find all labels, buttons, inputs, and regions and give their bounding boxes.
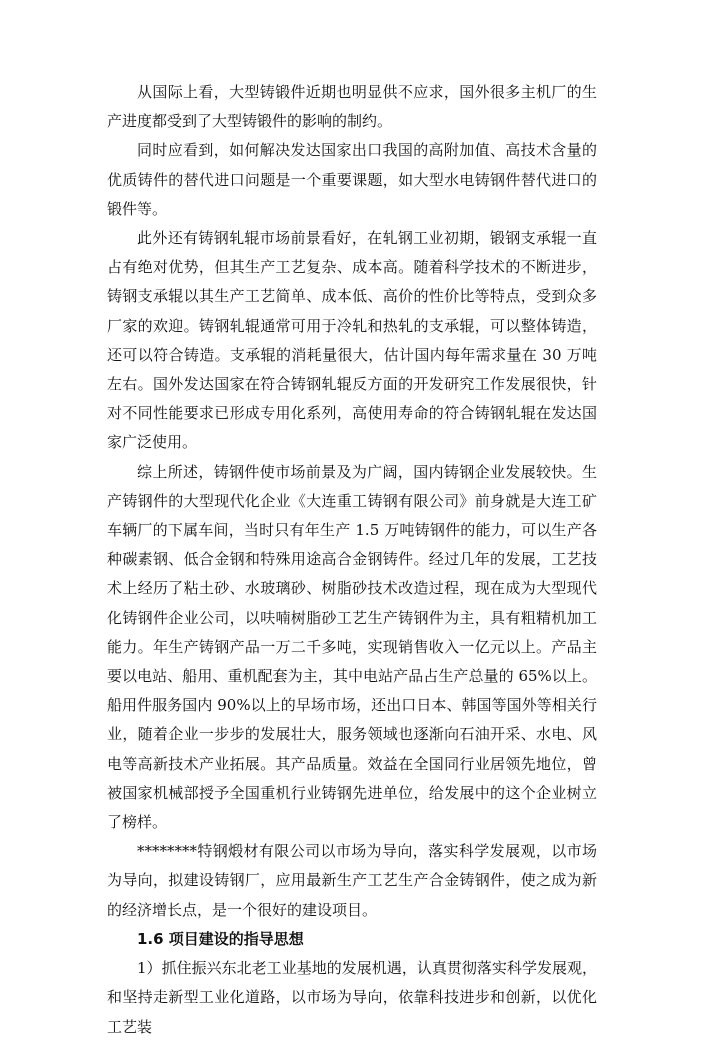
document-page	[107, 78, 597, 1042]
paragraph-project-proposal: ********特钢煅材有限公司以市场为导向，落实科学发展观，以市场为导向，拟建设铸钢厂，应用最新生产工艺生产合金铸钢件，使之成为新的经济增长点，是一个很好的建设项目。	[107, 842, 597, 919]
paragraph-steel-rolls-market: 此外还有铸钢轧辊市场前景看好，在轧钢工业初期，锻钢支承辊一直占有绝对优势，但其生产工艺复杂、成本高。随着科学技术的不断进步，铸钢支承辊以其生产工艺简单、成本低、高价的性价比等特点，受到众多厂家的欢迎。铸钢轧辊通常可用于冷轧和热轧的支承辊，可以整体铸造，还可以符合铸造。支承辊的消耗量很大，估计国内每年需求量在 30 万吨左右。国外发达国家在符合铸钢轧辊反方面的开发研究工作发展很快，针对不同性能要求已形成专用化系列，高使用寿命的符合铸钢轧辊在发达国家广泛使用。	[107, 229, 597, 452]
paragraph-import-substitution: 同时应看到，如何解决发达国家出口我国的高附加值、高技术含量的优质铸件的替代进口问题是一个重要课题，如大型水电铸钢件替代进口的锻件等。	[107, 141, 597, 218]
list-item-guiding-principle-1: 1）抓住振兴东北老工业基地的发展机遇，认真贯彻落实科学发展观，和坚持走新型工业化道路，以市场为导向，依靠科技进步和创新，以优化工艺装	[107, 959, 597, 1036]
section-heading: 1.6 项目建设的指导思想	[137, 929, 304, 948]
paragraph-international-demand: 从国际上看，大型铸锻件近期也明显供不应求，国外很多主机厂的生产进度都受到了大型铸锻件的影响的制约。	[107, 83, 597, 131]
paragraph-summary-domestic-industry: 综上所述，铸钢件使市场前景及为广阔，国内铸钢企业发展较快。生产铸钢件的大型现代化企业《大连重工铸钢有限公司》前身就是大连工矿车辆厂的下属车间，当时只有年生产 1.5 万吨铸钢件的能力，可以生产各种碳素钢、低合金钢和特殊用途高合金钢铸件。经过几年的发展，工艺技术上经历了粘土砂、水玻璃砂、树脂砂技术改造过程，现在成为大型现代化铸钢件企业公司，以呋喃树脂砂工艺生产铸钢件为主，具有粗精机加工能力。年生产铸钢产品一万二千多吨，实现销售收入一亿元以上。产品主要以电站、船用、重机配套为主，其中电站产品占生产总量的 65%以上。船用件服务国内 90%以上的早场市场，还出口日本、韩国等国外等相关行业，随着企业一步步的发展壮大，服务领域也逐渐向石油开采、水电、风电等高新技术产业拓展。其产品质量。效益在全国同行业居领先地位，曾被国家机械部授予全国重机行业铸钢先进单位，给发展中的这个企业树立了榜样。	[107, 462, 597, 832]
